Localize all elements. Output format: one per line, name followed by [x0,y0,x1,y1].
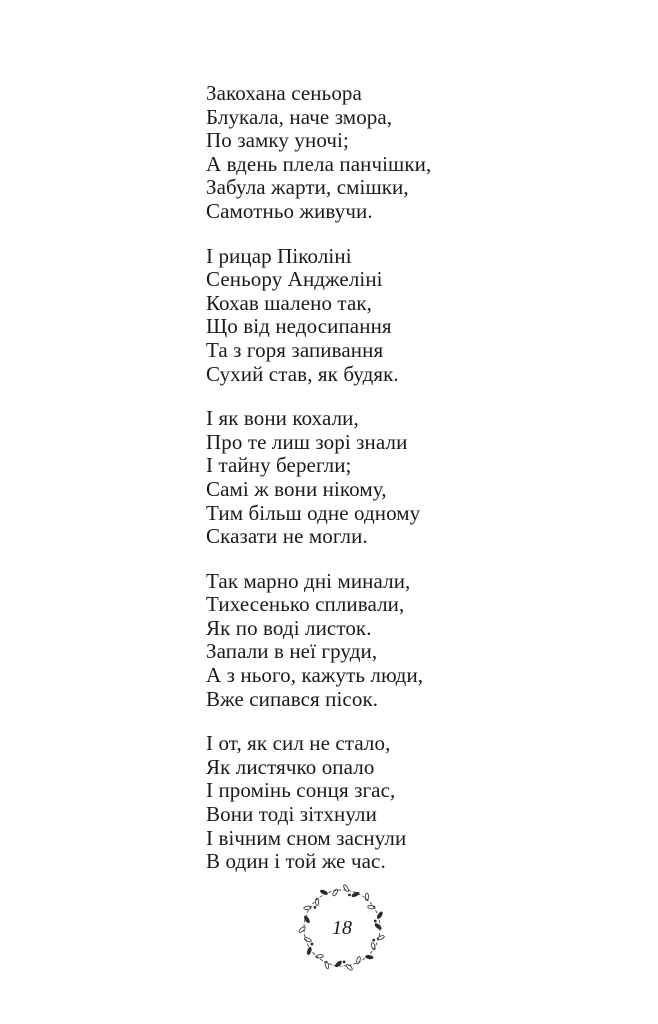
poem-line: По замку уночі; [206,128,349,153]
poem-line: Блукала, наче змора, [206,104,393,129]
poem-line: Самотньо живучи. [206,198,373,223]
stanza-2 [206,245,606,387]
stanza-1 [206,82,606,224]
stanza-5 [206,732,606,874]
poem-line: І промінь сонця згас, [206,778,396,803]
poem-line: Сказати не могли. [206,524,368,549]
poem-line: А вдень плела панчішки, [206,151,432,176]
poem-line: Кохав шалено так, [206,290,373,315]
poem-line: І як вони кохали, [206,406,359,431]
page-number: 18 [332,917,352,939]
poem-line: Тихесенько спливали, [206,592,405,617]
poem-line: І тайну берегли; [206,453,352,478]
poem-line: Запали в неї груди, [206,639,378,664]
poem-line: Тим більш одне одному [206,500,421,525]
poem-line: І вічним сном заснули [206,825,407,850]
poem-line: Вже сипався пісок. [206,686,379,711]
poem-line: В один і той же час. [206,849,386,874]
poem-line: Як листячко опало [206,754,375,779]
poem-line: Самі ж вони нікому, [206,476,387,501]
poem-line: Так марно дні минали, [206,568,411,593]
poem-line: Вони тоді зітхнули [206,802,377,827]
poem-line: І рицар Піколіні [206,243,352,268]
poem-line: Та з горя запивання [206,337,384,362]
poem-line: Закохана сеньора [206,81,362,105]
poem-line: Сеньору Анджеліні [206,267,383,292]
poem [206,82,606,895]
stanza-4 [206,570,606,712]
poem-line: Про те лиш зорі знали [206,429,408,454]
stanza-3 [206,407,606,549]
poem-line: Сухий став, як будяк. [206,361,399,386]
page-folio [296,882,388,974]
poem-line: І от, як сил не стало, [206,731,391,756]
poem-line: Як по воді листок. [206,615,372,640]
poem-line: Забула жарти, смішки, [206,175,409,200]
poem-line: Що від недосипання [206,314,392,339]
poem-line: А з нього, кажуть люди, [206,663,424,688]
